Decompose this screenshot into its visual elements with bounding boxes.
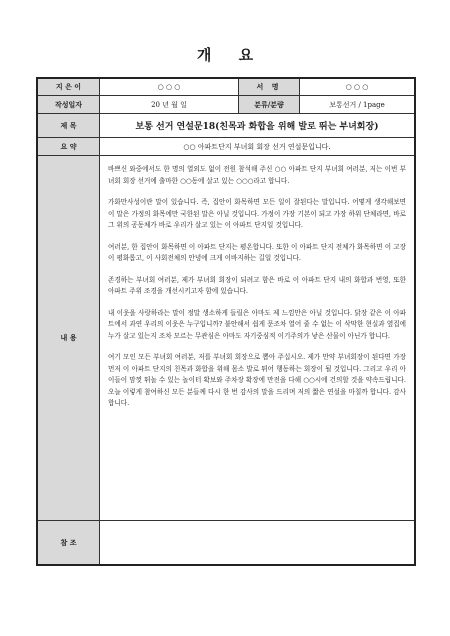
signature-label: 서 명 <box>238 79 300 95</box>
summary-row <box>38 138 414 156</box>
subject-label: 제 목 <box>38 114 100 137</box>
reference-value <box>100 521 414 564</box>
summary-value: ○○ 아파트단지 부녀회 회장 선거 연설문입니다. <box>100 138 414 155</box>
reference-label: 참 조 <box>38 521 100 564</box>
subject-value: 보통 선거 연설문18(친목과 화합을 위해 발로 뛰는 부녀회장) <box>100 114 414 137</box>
document-title: 개 요 <box>196 46 254 64</box>
author-label: 지 은 이 <box>38 79 100 95</box>
content-paragraph: 내 이웃을 사랑하라는 말이 정말 생소하게 들릴은 아마도 제 느낌만은 아닐 것입니다. 닭장 같은 이 아파트에서 과연 우리의 이웃은 누구입니까? 불안해서 쉽게 문조차 열어 줄 수 없는 이 삭막한 현실과 옆집에 누가 살고 있는지 조차 모르는 무관심은 아마도 자기중심적 이기주의가 낳은 산물이 아닌가 합니다. <box>108 308 406 340</box>
date-value: 20 년 월 일 <box>100 96 238 113</box>
content-body <box>100 156 414 520</box>
content-paragraph: 여기 모인 모든 부녀회 여러분, 저를 부녀회 회장으로 뽑아 주십시오. 제가 만약 부녀회장이 된다면 가장 먼저 이 아파트 단지의 친목과 화합을 위해 몸소 발로 뛰어 행동하는 회장이 될 것입니다. 그리고 우리 아이들이 맘껏 뛰놀 수 있는 놀이터 확보와 주차장 확장에 만전을 다해 ○○시에 건의할 것을 약속드립니다. 오늘 이렇게 참여하신 모든 분들께 다시 한 번 감사의 말을 드리며 저의 짧은 연설을 마칠까 합니다. 감사합니다. <box>108 353 406 407</box>
content-paragraph: 가화만사성이란 말이 있습니다. 즉, 집안이 화목하면 모든 일이 잘된다는 말입니다. 어떻게 생각해보면 이 말은 가정의 화목에만 국한된 말은 아닐 것입니다. 가정이 가장 기본이 되고 가장 하위 단체라면, 바로 그 위의 공동체가 바로 우리가 살고 있는 이 아파트 단지일 것입니다. <box>108 198 406 229</box>
overview-table <box>36 77 416 566</box>
content-paragraph: 존경하는 부녀회 여러분, 제가 부녀회 회장이 되려고 함은 바로 이 아파트 단지 내의 화합과 번영, 또한 아파트 주위 조경을 개선시키고자 함에 있습니다. <box>108 275 406 295</box>
category-label: 분류/분량 <box>238 96 300 113</box>
content-paragraph: 여러분, 한 집안이 화목하면 이 아파트 단지는 평온합니다. 또한 이 아파트 단지 전체가 화목하면 이 고장이 평화롭고, 이 사회전체의 안녕에 크게 이바지하는 길일 것입니다. <box>108 242 406 262</box>
content-paragraph: 바쁘신 와중에서도 한 명의 열외도 없이 전원 참석해 주신 ○○ 아파트 단지 부녀회 여러분, 저는 이번 부녀회 회장 선거에 출마한 ○○동에 살고 있는 ○○○라고 합니다. <box>108 165 406 185</box>
content-label: 내 용 <box>38 156 100 520</box>
author-value: ○ ○ ○ <box>100 79 238 95</box>
signature-value: ○ ○ ○ <box>300 79 414 95</box>
subject-row <box>38 114 414 138</box>
author-row <box>38 79 414 96</box>
category-value: 보통선거 / 1page <box>300 96 414 113</box>
date-label: 작성일자 <box>38 96 100 113</box>
content-row <box>38 156 414 521</box>
summary-label: 요 약 <box>38 138 100 155</box>
date-row <box>38 96 414 114</box>
reference-row <box>38 521 414 564</box>
